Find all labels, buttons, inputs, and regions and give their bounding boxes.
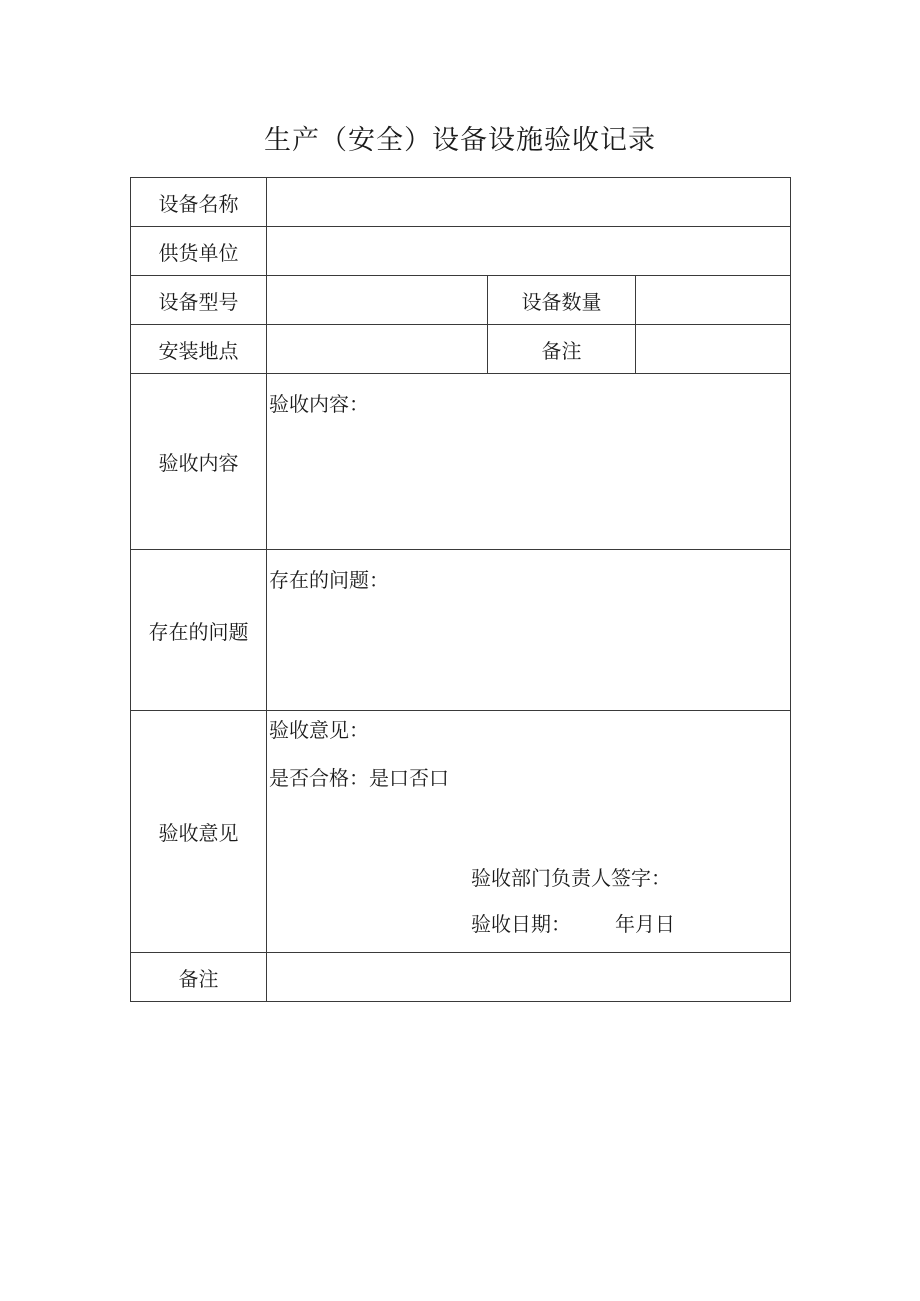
row-opinion [131,711,791,953]
supplier-field[interactable] [267,227,791,276]
row-acceptance-content [131,374,791,550]
signature-line: 验收部门负责人签字： [471,866,671,890]
acceptance-record-table [130,177,791,1002]
row-equipment-name [131,178,791,227]
qualified-checkbox-line[interactable]: 是否合格：是口否口 [269,766,449,790]
install-location-label: 安装地点 [131,325,267,374]
acceptance-content-label: 验收内容 [131,374,267,550]
quantity-field[interactable] [636,276,791,325]
supplier-label: 供货单位 [131,227,267,276]
install-location-field[interactable] [267,325,488,374]
issues-heading: 存在的问题： [269,568,389,592]
quantity-label: 设备数量 [488,276,636,325]
row-remark [131,953,791,1002]
row-issues [131,550,791,711]
opinion-heading: 验收意见： [269,718,369,742]
acceptance-content-heading: 验收内容： [269,392,369,416]
acceptance-date-line [471,908,675,937]
acceptance-date-units: 年月日 [615,912,675,936]
model-field[interactable] [267,276,488,325]
acceptance-date-label: 验收日期： [471,912,571,936]
model-label: 设备型号 [131,276,267,325]
equipment-name-field[interactable] [267,178,791,227]
acceptance-content-field[interactable] [267,374,791,550]
opinion-label: 验收意见 [131,711,267,953]
equipment-name-label: 设备名称 [131,178,267,227]
remark-small-label: 备注 [488,325,636,374]
row-location-remark [131,325,791,374]
row-supplier [131,227,791,276]
remark-label: 备注 [131,953,267,1002]
page-title: 生产（安全）设备设施验收记录 [264,125,656,156]
issues-field[interactable] [267,550,791,711]
issues-label: 存在的问题 [131,550,267,711]
row-model-quantity [131,276,791,325]
remark-small-field[interactable] [636,325,791,374]
remark-field[interactable] [267,953,791,1002]
opinion-field[interactable] [267,711,791,953]
